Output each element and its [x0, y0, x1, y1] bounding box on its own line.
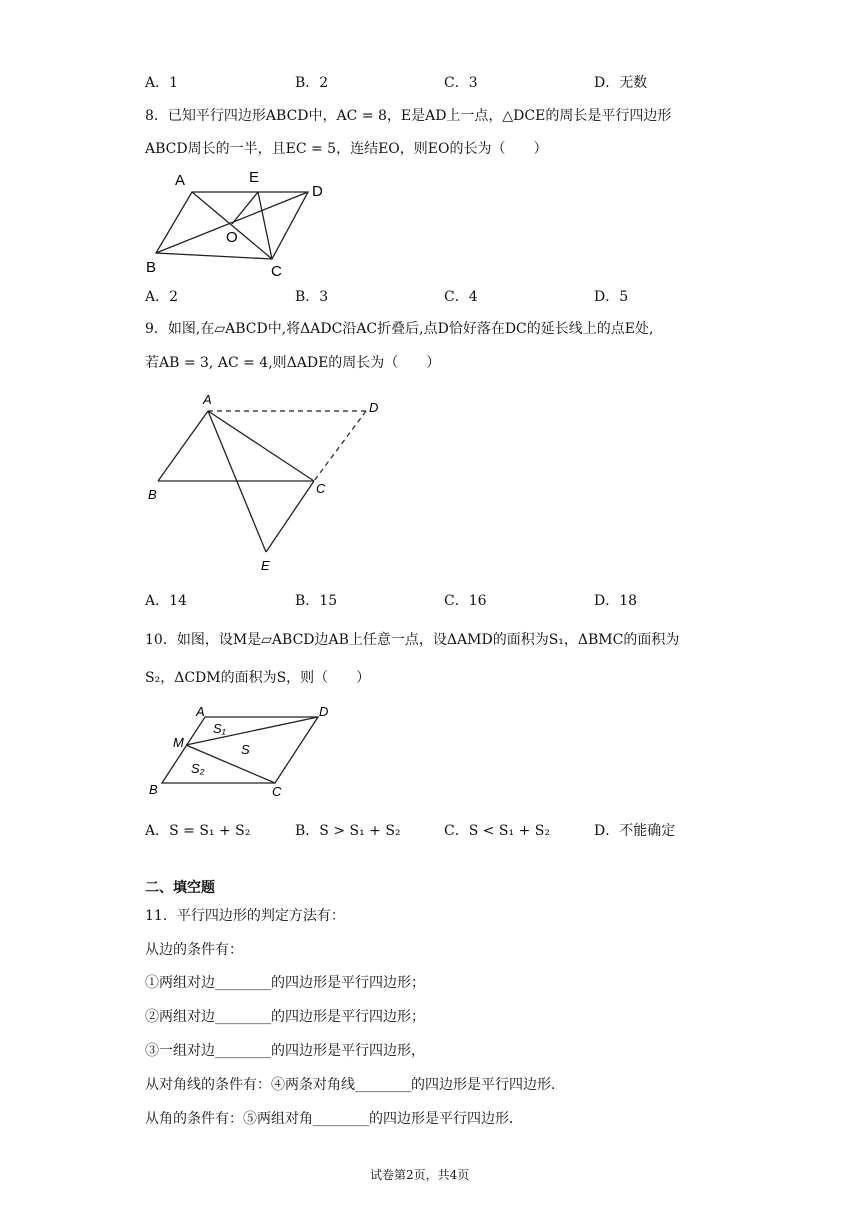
- q10-figure: [145, 700, 345, 800]
- section-title-fill-in: 二、填空题: [145, 880, 215, 896]
- q9-segment-ab: [158, 411, 208, 481]
- q9-option-d: D．18: [594, 593, 638, 609]
- q8-label-b: B: [146, 259, 157, 276]
- q10-label-a: A: [196, 704, 205, 719]
- q9-figure: [140, 390, 390, 575]
- q11-item-3: ③一组对边________的四边形是平行四边形，: [145, 1043, 425, 1059]
- q9-label-b: B: [148, 487, 157, 502]
- q8-label-a: A: [175, 172, 186, 189]
- q10-label-c: C: [272, 784, 282, 799]
- q10-label-b: B: [149, 782, 158, 797]
- q9-label-c: C: [316, 481, 326, 496]
- page-footer: 试卷第2页，共4页: [370, 1168, 470, 1182]
- q10-label-s1: S₁: [213, 721, 226, 736]
- q11-intro: 11．平行四边形的判定方法有：: [145, 908, 345, 924]
- q8-segment-eo: [232, 192, 258, 224]
- q8-label-e: E: [249, 169, 260, 186]
- q10-label-d: D: [319, 704, 329, 719]
- q9-stem-line1: 9．如图,在▱ABCD中,将ΔADC沿AC折叠后,点D恰好落在DC的延长线上的点E处,: [145, 321, 654, 337]
- q10-option-b: B．S > S₁ + S₂: [295, 823, 401, 839]
- q8-label-d: D: [312, 183, 323, 200]
- q8-label-c: C: [271, 263, 282, 280]
- q10-stem-line1: 10．如图，设M是▱ABCD边AB上任意一点，设ΔAMD的面积为S₁，ΔBMC的面积为: [145, 632, 680, 648]
- q10-option-c: C．S < S₁ + S₂: [444, 823, 550, 839]
- q9-option-a: A．14: [145, 593, 187, 609]
- q10-option-a: A．S = S₁ + S₂: [145, 823, 251, 839]
- q9-stem-line2: 若AB = 3, AC = 4,则ΔADE的周长为（ ）: [145, 355, 441, 371]
- q11-angle-condition: 从角的条件有：⑤两组对角________的四边形是平行四边形．: [145, 1111, 523, 1127]
- q7-option-c: C．3: [444, 75, 478, 91]
- q8-option-c: C．4: [444, 289, 478, 305]
- q7-option-b: B．2: [295, 75, 329, 91]
- q8-option-a: A．2: [145, 289, 179, 305]
- q8-label-o: O: [226, 229, 238, 246]
- q8-option-b: B．3: [295, 289, 329, 305]
- q7-option-a: A．1: [145, 75, 179, 91]
- q8-option-d: D．5: [594, 289, 629, 305]
- q10-stem-line2: S₂，ΔCDM的面积为S，则（ ）: [145, 670, 371, 686]
- q11-item-2: ②两组对边________的四边形是平行四边形；: [145, 1009, 425, 1025]
- q8-figure: [145, 168, 345, 283]
- q8-stem-line2: ABCD周长的一半，且EC = 5，连结EO，则EO的长为（ ）: [145, 141, 548, 157]
- q9-label-e: E: [261, 558, 270, 573]
- q9-segment-ce: [266, 481, 314, 552]
- q9-dashed-dc: [314, 411, 366, 481]
- q10-label-s2: S₂: [191, 761, 205, 776]
- q10-label-m: M: [173, 735, 184, 750]
- q9-option-c: C．16: [444, 593, 487, 609]
- q10-label-s: S: [241, 742, 250, 757]
- q10-option-d: D．不能确定: [594, 823, 676, 839]
- q11-side-condition: 从边的条件有：: [145, 942, 243, 958]
- q8-stem-line1: 8．已知平行四边形ABCD中，AC = 8，E是AD上一点，△DCE的周长是平行四边形: [145, 108, 672, 124]
- q11-diagonal-condition: 从对角线的条件有：④两条对角线________的四边形是平行四边形．: [145, 1077, 565, 1093]
- q10-parallelogram: [162, 717, 318, 783]
- q9-segment-ac: [208, 411, 314, 481]
- q10-segment-md: [186, 717, 318, 745]
- q9-label-d: D: [369, 400, 379, 415]
- q11-item-1: ①两组对边________的四边形是平行四边形；: [145, 975, 425, 991]
- q7-option-d: D．无数: [594, 75, 648, 91]
- q9-label-a: A: [203, 392, 212, 407]
- q9-option-b: B．15: [295, 593, 338, 609]
